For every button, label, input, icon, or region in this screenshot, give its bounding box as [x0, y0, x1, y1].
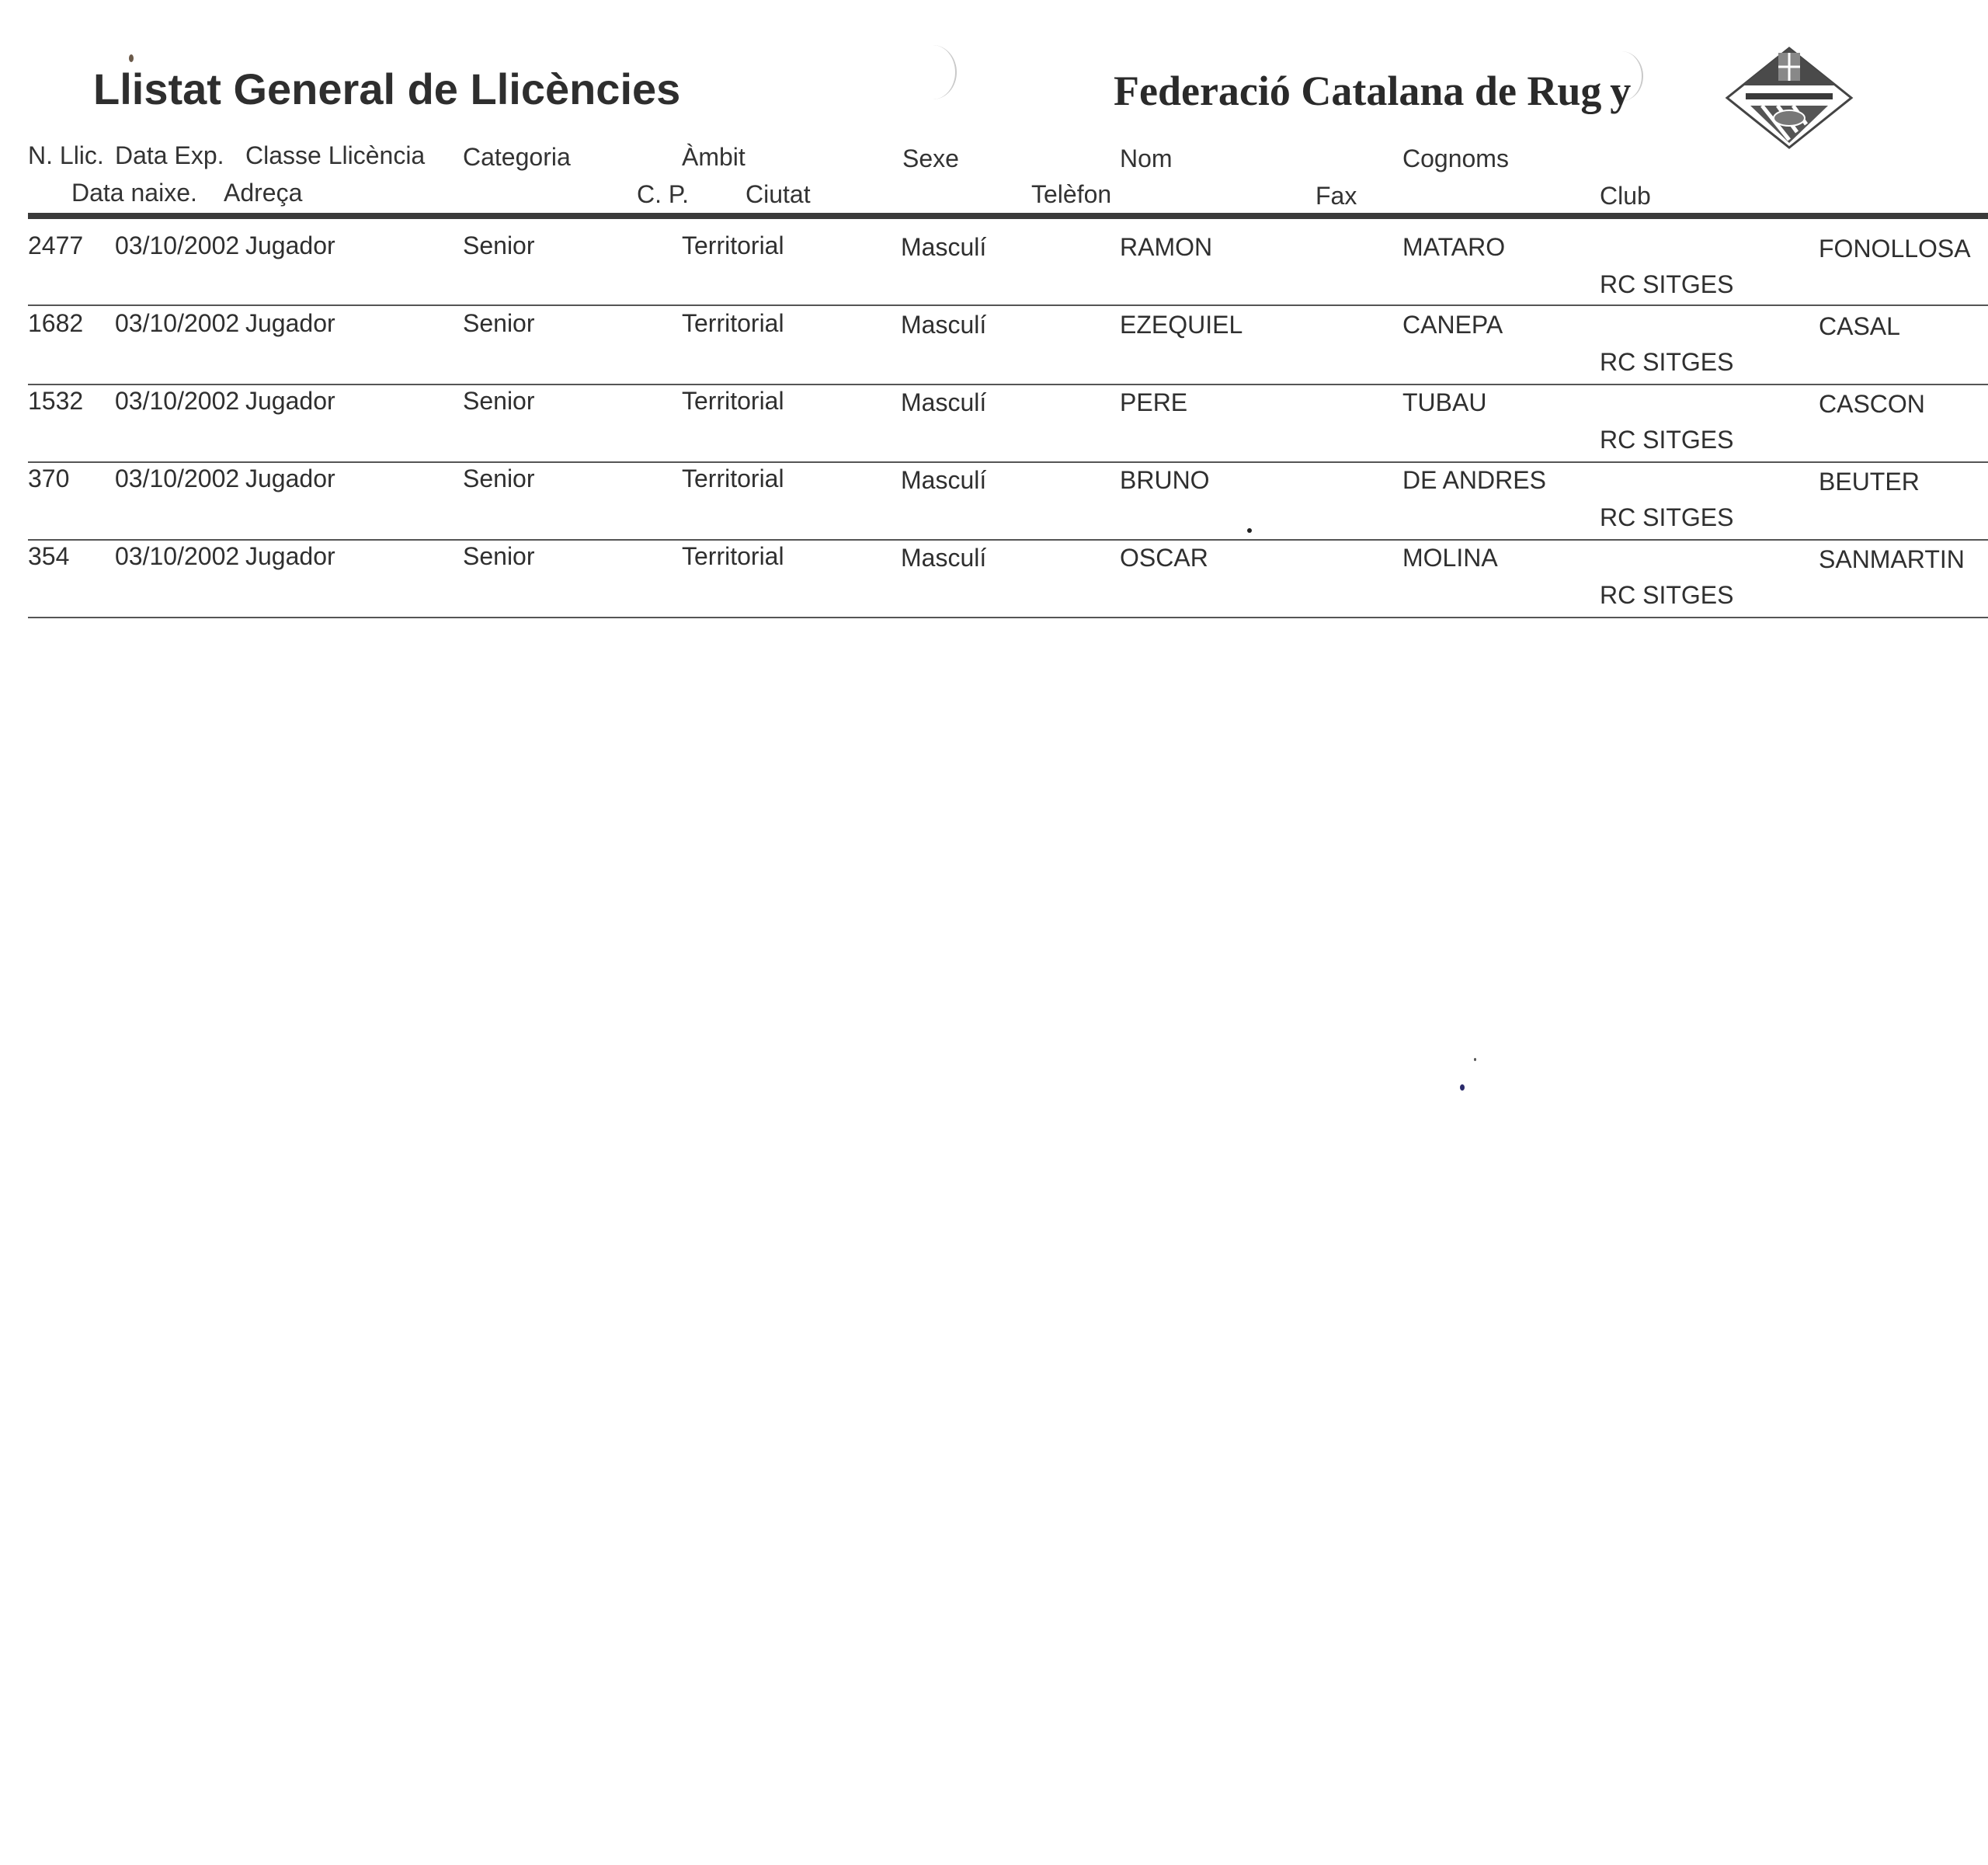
- club: RC SITGES: [1600, 426, 1734, 454]
- scope: Territorial: [682, 231, 784, 259]
- club: RC SITGES: [1600, 503, 1734, 531]
- header-license-class: Classe Llicència: [245, 141, 426, 169]
- license-number: 354: [28, 542, 70, 570]
- header-postal-code: C. P.: [637, 180, 689, 208]
- header-address: Adreça: [224, 179, 303, 207]
- expedition-date: 03/10/2002: [115, 387, 240, 415]
- scan-speck: [1474, 1058, 1476, 1061]
- license-class: Jugador: [245, 231, 335, 259]
- sex: Masculí: [901, 311, 987, 339]
- license-number: 2477: [28, 231, 84, 259]
- first-surname: DE ANDRES: [1402, 466, 1546, 494]
- sex: Masculí: [901, 233, 987, 261]
- header-num: N. Llic.: [28, 141, 104, 169]
- club: RC SITGES: [1600, 581, 1734, 609]
- expedition-date: 03/10/2002: [115, 231, 240, 259]
- first-name: EZEQUIEL: [1120, 311, 1243, 339]
- row-divider: [28, 304, 1988, 306]
- scan-speck: [1460, 1084, 1465, 1091]
- license-number: 1532: [28, 387, 84, 415]
- header-fax: Fax: [1315, 182, 1357, 210]
- second-surname: SANMARTIN: [1819, 545, 1965, 573]
- scan-speck: [129, 54, 134, 62]
- sex: Masculí: [901, 544, 987, 572]
- row-divider: [28, 384, 1988, 385]
- category: Senior: [463, 387, 535, 415]
- federation-rugby-logo-icon: [1719, 43, 1859, 152]
- federation-name: Federació Catalana de Rug y: [1114, 68, 1632, 114]
- scope: Territorial: [682, 387, 784, 415]
- first-name: PERE: [1120, 388, 1188, 416]
- row-divider: [28, 539, 1988, 541]
- first-name: BRUNO: [1120, 466, 1210, 494]
- page-title: Llistat General de Llicències: [93, 64, 681, 113]
- header-scope: Àmbit: [682, 143, 746, 171]
- header-phone: Telèfon: [1031, 180, 1112, 208]
- header-exp-date: Data Exp.: [115, 141, 224, 169]
- header-birth-date: Data naixe.: [71, 179, 197, 207]
- header-sex: Sexe: [902, 144, 959, 172]
- license-class: Jugador: [245, 309, 335, 337]
- expedition-date: 03/10/2002: [115, 465, 240, 492]
- scope: Territorial: [682, 309, 784, 337]
- scope: Territorial: [682, 465, 784, 492]
- second-surname: CASCON: [1819, 390, 1925, 418]
- header-surnames: Cognoms: [1402, 144, 1509, 172]
- first-surname: CANEPA: [1402, 311, 1503, 339]
- category: Senior: [463, 542, 535, 570]
- expedition-date: 03/10/2002: [115, 309, 240, 337]
- first-surname: MOLINA: [1402, 544, 1498, 572]
- first-surname: MATARO: [1402, 233, 1506, 261]
- row-divider: [28, 617, 1988, 618]
- license-class: Jugador: [245, 542, 335, 570]
- sex: Masculí: [901, 466, 987, 494]
- first-surname: TUBAU: [1402, 388, 1487, 416]
- license-class: Jugador: [245, 387, 335, 415]
- club: RC SITGES: [1600, 348, 1734, 376]
- header-category: Categoria: [463, 143, 571, 171]
- expedition-date: 03/10/2002: [115, 542, 240, 570]
- club: RC SITGES: [1600, 270, 1734, 298]
- second-surname: BEUTER: [1819, 468, 1920, 496]
- license-number: 1682: [28, 309, 84, 337]
- license-class: Jugador: [245, 465, 335, 492]
- first-name: OSCAR: [1120, 544, 1208, 572]
- row-divider: [28, 461, 1988, 463]
- header-name: Nom: [1120, 144, 1173, 172]
- scope: Territorial: [682, 542, 784, 570]
- license-number: 370: [28, 465, 70, 492]
- category: Senior: [463, 309, 535, 337]
- first-name: RAMON: [1120, 233, 1213, 261]
- second-surname: FONOLLOSA: [1819, 235, 1971, 263]
- category: Senior: [463, 465, 535, 492]
- header-club: Club: [1600, 182, 1651, 210]
- header-rule: [28, 213, 1988, 219]
- second-surname: CASAL: [1819, 312, 1900, 340]
- category: Senior: [463, 231, 535, 259]
- scan-speck: [1247, 528, 1252, 533]
- scan-artifact: [1600, 51, 1643, 101]
- scan-artifact: [909, 45, 957, 99]
- header-city: Ciutat: [746, 180, 811, 208]
- sex: Masculí: [901, 388, 987, 416]
